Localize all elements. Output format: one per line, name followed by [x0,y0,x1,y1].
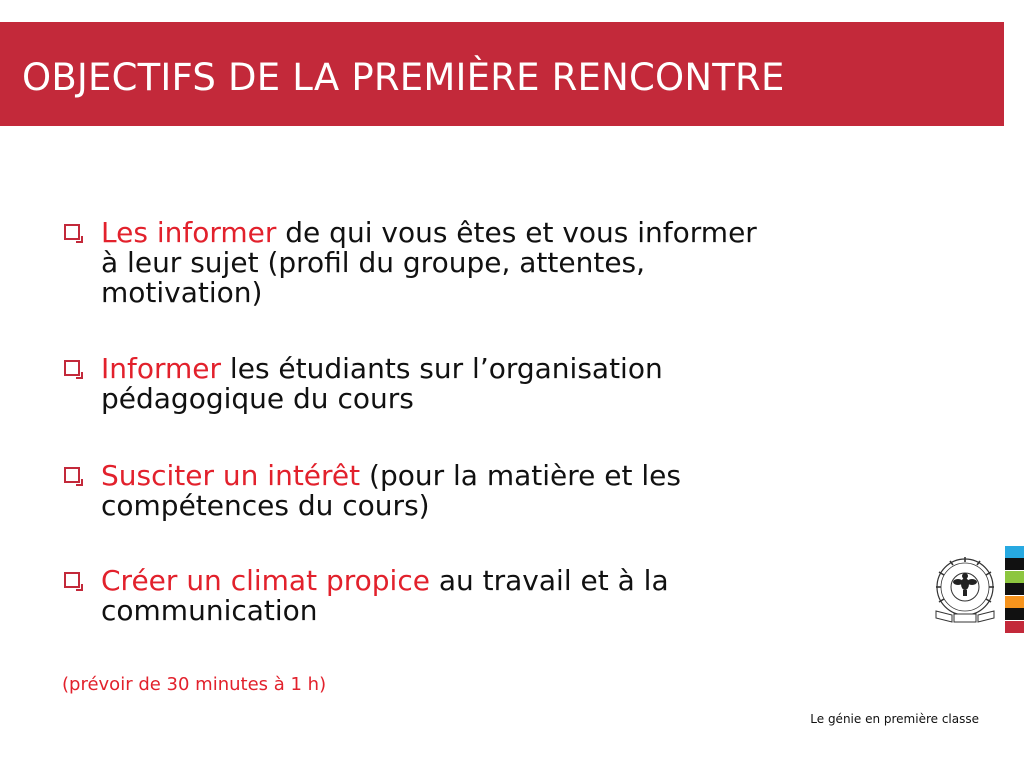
list-item-text [101,461,921,521]
checkbox-icon [64,467,80,483]
stripe-black [1005,558,1024,570]
list-item-rest: au travail et à la [429,564,669,597]
list-item-rest: de qui vous êtes et vous informer [276,216,757,249]
list-item-rest: les étudiants sur l’organisation [221,352,663,385]
list-item-text [101,218,921,308]
polytechnique-seal-icon [928,553,1002,627]
list-item-highlight: Informer [101,352,222,385]
checkbox-icon [64,572,80,588]
list-item-highlight: Les informer [101,216,277,249]
list-item-line: pédagogique du cours [101,382,414,415]
list-item-line: motivation) [101,276,263,309]
list-item-line: à leur sujet (profil du groupe, attentes, [101,246,646,279]
brand-color-stripes [1005,546,1024,634]
list-item-highlight: Créer un climat propice [101,564,430,597]
list-item-text [101,354,921,414]
stripe-black [1005,583,1024,595]
stripe-blue [1005,546,1024,558]
checkbox-icon [64,360,80,376]
footer-tagline: Le génie en première classe [810,712,979,726]
stripe-black [1005,608,1024,620]
list-item-highlight: Susciter un intérêt [101,459,361,492]
list-item-line: compétences du cours) [101,489,430,522]
list-item-rest: (pour la matière et les [360,459,681,492]
duration-note: (prévoir de 30 minutes à 1 h) [62,674,327,695]
list-item-text [101,566,921,626]
checkbox-icon [64,224,80,240]
list-item-line: communication [101,594,318,627]
stripe-red [1005,621,1024,633]
slide-title: OBJECTIFS DE LA PREMIÈRE RENCONTRE [22,56,785,99]
stripe-orange [1005,596,1024,608]
stripe-green [1005,571,1024,583]
